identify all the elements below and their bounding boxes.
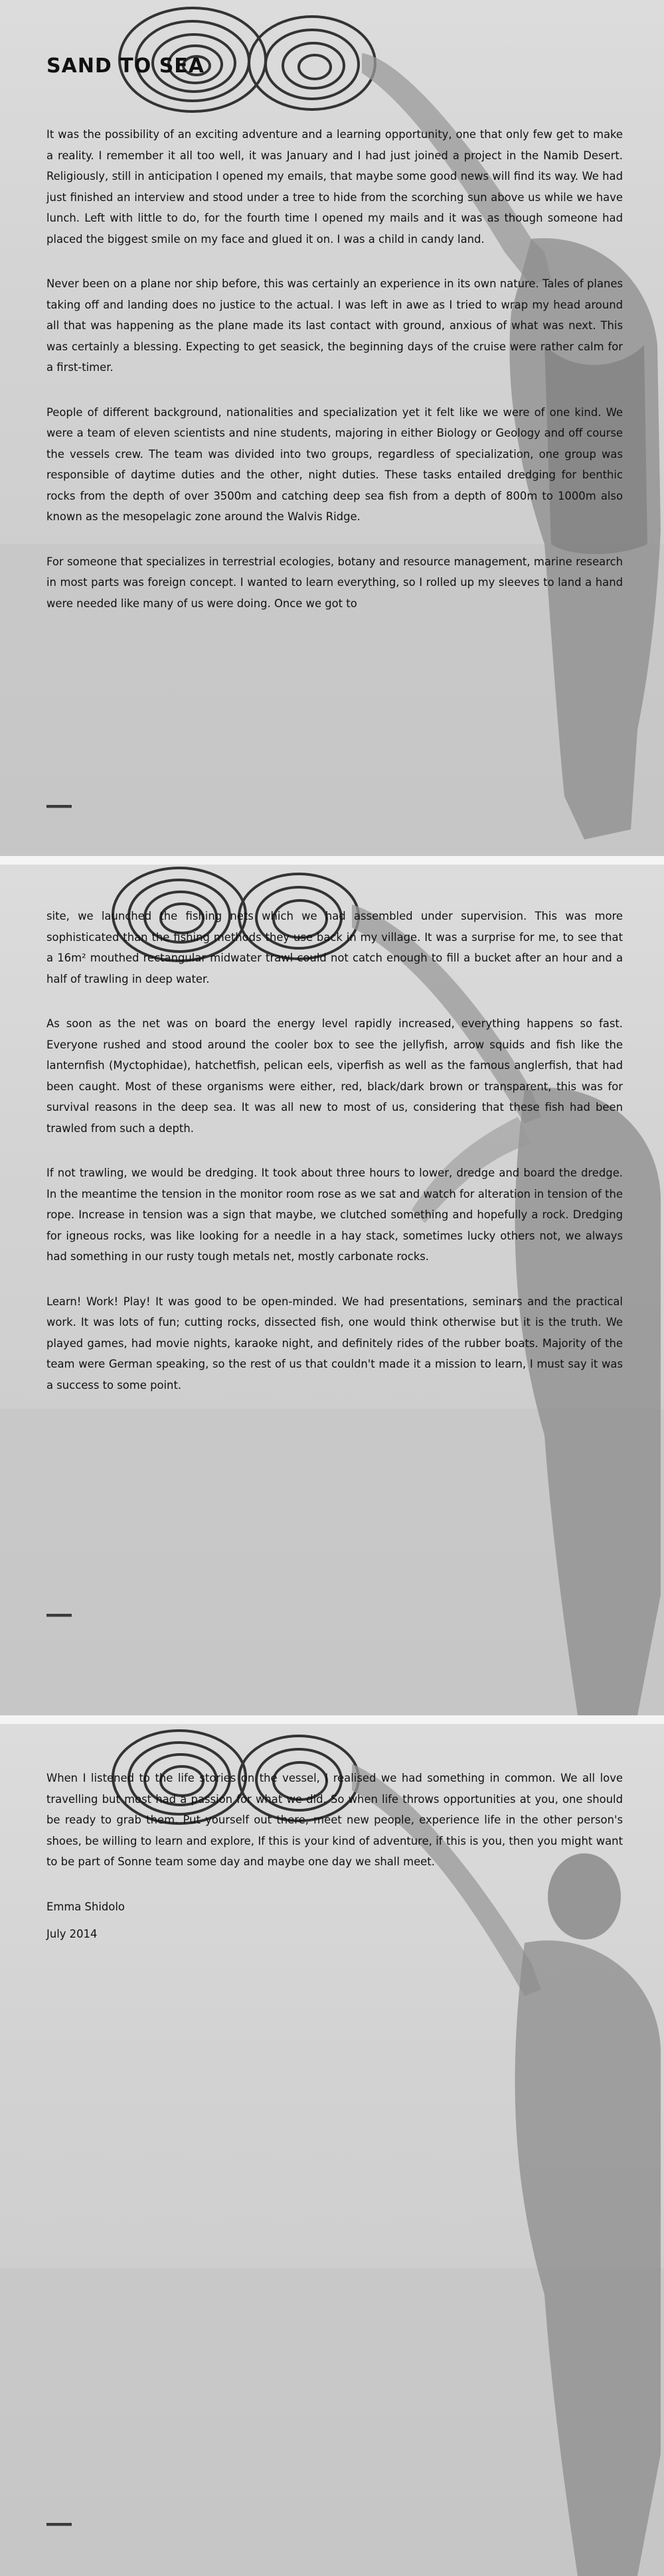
paragraph: site, we launched the fishing nets which we had assembled under supervision. This was more sophisticated than the fishing methods they use back in my village. It was a surprise for me, to see that a 16m² mouthed rectangular midwater trawl could not catch enough to fill a bucket after an hour and a half of trawling in deep water. <box>46 910 623 985</box>
document-page-3 <box>0 1724 664 2576</box>
paragraph: If not trawling, we would be dredging. It took about three hours to lower, dredge and board the dredge. In the meantime the tension in the monitor room rose as we sat and watch for alteration in tension of the rope. Increase in tension was a sign that maybe, we clutched something and hopefully a rock. Dredging for igneous rocks, was like looking for a needle in a hay stack, sometimes lucky others not, we always had something in our rusty tough metals net, mostly carbonate rocks. <box>46 1167 623 1263</box>
document-page-2 <box>0 865 664 1715</box>
page-1-content <box>46 54 623 638</box>
paragraph: It was the possibility of an exciting adventure and a learning opportunity, one that only few get to make a reality. I remember it all too well, it was January and I had just joined a project in the Namib Desert. Religiously, still in anticipation I opened my emails, that maybe some good news will find its way. We had just finished an interview and stood under a tree to hide from the scorching sun above us while we have lunch. Left with little to do, for the fourth time I opened my mails and it was as though someone had placed the biggest smile on my face and glued it on. I was a child in candy land. <box>46 128 623 246</box>
page-marker <box>46 1614 72 1617</box>
paragraph: For someone that specializes in terrestrial ecologies, botany and resource management, marine research in most parts was foreign concept. I wanted to learn everything, so I rolled up my sleeves to land a hand were needed like many of us were doing. Once we got to <box>46 555 623 610</box>
document-date: July 2014 <box>46 1928 98 1940</box>
paragraph: When I listened to the life stories on the vessel, I realised we had something in common. We all love travelling but most had a passion for what we did. So when life throws opportunities at you, one should be ready to grab them. Put yourself out there, meet new people, experience life in the other person's shoes, be willing to learn and explore, If this is your kind of adventure, if this is you, then you might want to be part of Sonne team some day and maybe one day we shall meet. <box>46 1772 623 1868</box>
paragraph: People of different background, nationalities and specialization yet it felt like we were of one kind. We were a team of eleven scientists and nine students, majoring in either Biology or Geology and off course the vessels crew. The team was divided into two groups, regardless of specialization, one group was responsible of daytime duties and the other, night duties. These tasks entailed dredging for benthic rocks from the depth of over 3500m and catching deep sea fish from a depth of 800m to 1000m also known as the mesopelagic zone around the Walvis Ridge. <box>46 405 623 523</box>
author-name: Emma Shidolo <box>46 1900 125 1913</box>
page-2-content <box>46 906 623 1419</box>
page-separator <box>0 1715 664 1724</box>
paragraph: Never been on a plane nor ship before, this was certainly an experience in its own nature. Tales of planes taking off and landing does no justice to the actual. I was left in awe as I tried to wrap my head around all that was happening as the plane made its last contact with ground, anxious of what was next. This was certainly a blessing. Expecting to get seasick, the beginning days of the cruise were rather calm for a first-timer. <box>46 277 623 374</box>
paragraph: As soon as the net was on board the energy level rapidly increased, everything happens so fast. Everyone rushed and stood around the cooler box to see the jellyfish, arrow squids and fish like the lanternfish (Myctophidae), hatchetfish, pelican eels, viperfish as well as the famous anglerfish, that had been caught. Most of these organisms were either, red, black/dark brown or transparent, this was for survival reasons in the deep sea. It was all new to most of us, considering that these fish had been trawled from such a depth. <box>46 1017 623 1135</box>
page-marker <box>46 2523 72 2526</box>
paragraph: Learn! Work! Play! It was good to be open-minded. We had presentations, seminars and the practical work. It was lots of fun; cutting rocks, dissected fish, one would think otherwise but it is the truth. We played games, had movie nights, karaoke night, and definitely rides of the rubber boats. Majority of the team were German speaking, so the rest of us that couldn't made it a mission to learn, I must say it was a success to some point. <box>46 1295 623 1392</box>
page-separator <box>0 856 664 865</box>
document-title: SAND TO SEA <box>46 54 205 78</box>
document-page-1 <box>0 0 664 856</box>
page-marker <box>46 805 72 808</box>
page-3-content <box>46 1768 623 1952</box>
